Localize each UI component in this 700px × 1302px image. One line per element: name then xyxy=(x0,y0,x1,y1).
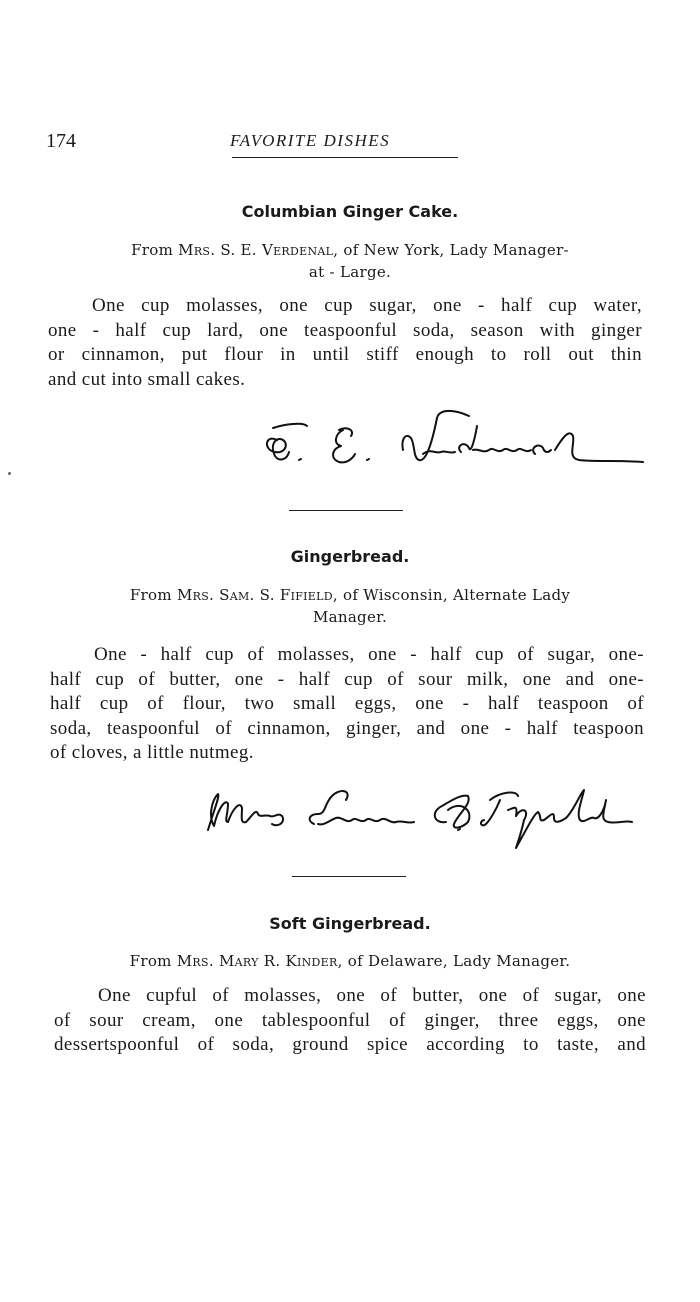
recipe-line: One cupful of molasses, one of butter, one of sugar, one xyxy=(98,985,646,1006)
recipe-body xyxy=(48,294,642,392)
signature-verdenal xyxy=(255,400,650,470)
scan-speck xyxy=(8,472,11,475)
running-title: FAVORITE DISHES xyxy=(230,131,391,150)
attribution-line2: Manager. xyxy=(312,608,388,626)
attribution-prefix: From xyxy=(131,241,179,259)
signature-fifield xyxy=(200,770,640,850)
recipe-line: half cup of flour, two small eggs, one - half teaspoon of xyxy=(50,693,644,714)
attribution-prefix: From xyxy=(129,586,177,604)
recipe-line: and cut into small cakes. xyxy=(48,368,246,390)
page-number: 174 xyxy=(46,130,76,152)
contributor-name: Mrs. Sam. S. Fifield, xyxy=(176,586,338,604)
recipe-title: Soft Gingerbread. xyxy=(269,914,431,933)
attribution-suffix: of Delaware, Lady Manager. xyxy=(342,952,571,970)
recipe-line: of cloves, a little nutmeg. xyxy=(50,742,254,763)
attribution-suffix: of Wisconsin, Alternate Lady xyxy=(337,586,571,604)
recipe-body xyxy=(54,984,646,1058)
recipe-line: soda, teaspoonful of cinnamon, ginger, and one - half teaspoon xyxy=(50,717,644,739)
contributor-name: Mrs. S. E. Verdenal, xyxy=(178,241,339,259)
contributor-name: Mrs. Mary R. Kinder, xyxy=(176,952,343,970)
recipe-line: one - half cup lard, one teaspoonful soda, season with ginger xyxy=(48,319,642,341)
attribution-suffix: of New York, Lady Manager- xyxy=(338,241,569,259)
running-title-rule xyxy=(232,157,458,158)
section-divider xyxy=(292,876,406,877)
section-divider xyxy=(289,510,403,511)
recipe-attribution xyxy=(70,584,630,628)
recipe-line: half cup of butter, one - half cup of sour milk, one and one- xyxy=(50,668,644,690)
recipe-attribution xyxy=(60,239,640,283)
recipe-title: Gingerbread. xyxy=(290,547,410,566)
recipe-line: dessertspoonful of soda, ground spice according to taste, and xyxy=(54,1034,646,1055)
recipe-line: One - half cup of molasses, one - half cup of sugar, one- xyxy=(94,644,644,665)
recipe-line: One cup molasses, one cup sugar, one - half cup water, xyxy=(92,295,642,316)
recipe-body xyxy=(50,643,644,766)
recipe-line: or cinnamon, put flour in until stiff enough to roll out thin xyxy=(48,344,642,365)
recipe-line: of sour cream, one tablespoonful of ginger, three eggs, one xyxy=(54,1009,646,1031)
attribution-prefix: From xyxy=(129,952,177,970)
recipe-attribution xyxy=(60,950,640,972)
recipe-title: Columbian Ginger Cake. xyxy=(241,202,459,221)
attribution-line2: at - Large. xyxy=(308,263,392,281)
